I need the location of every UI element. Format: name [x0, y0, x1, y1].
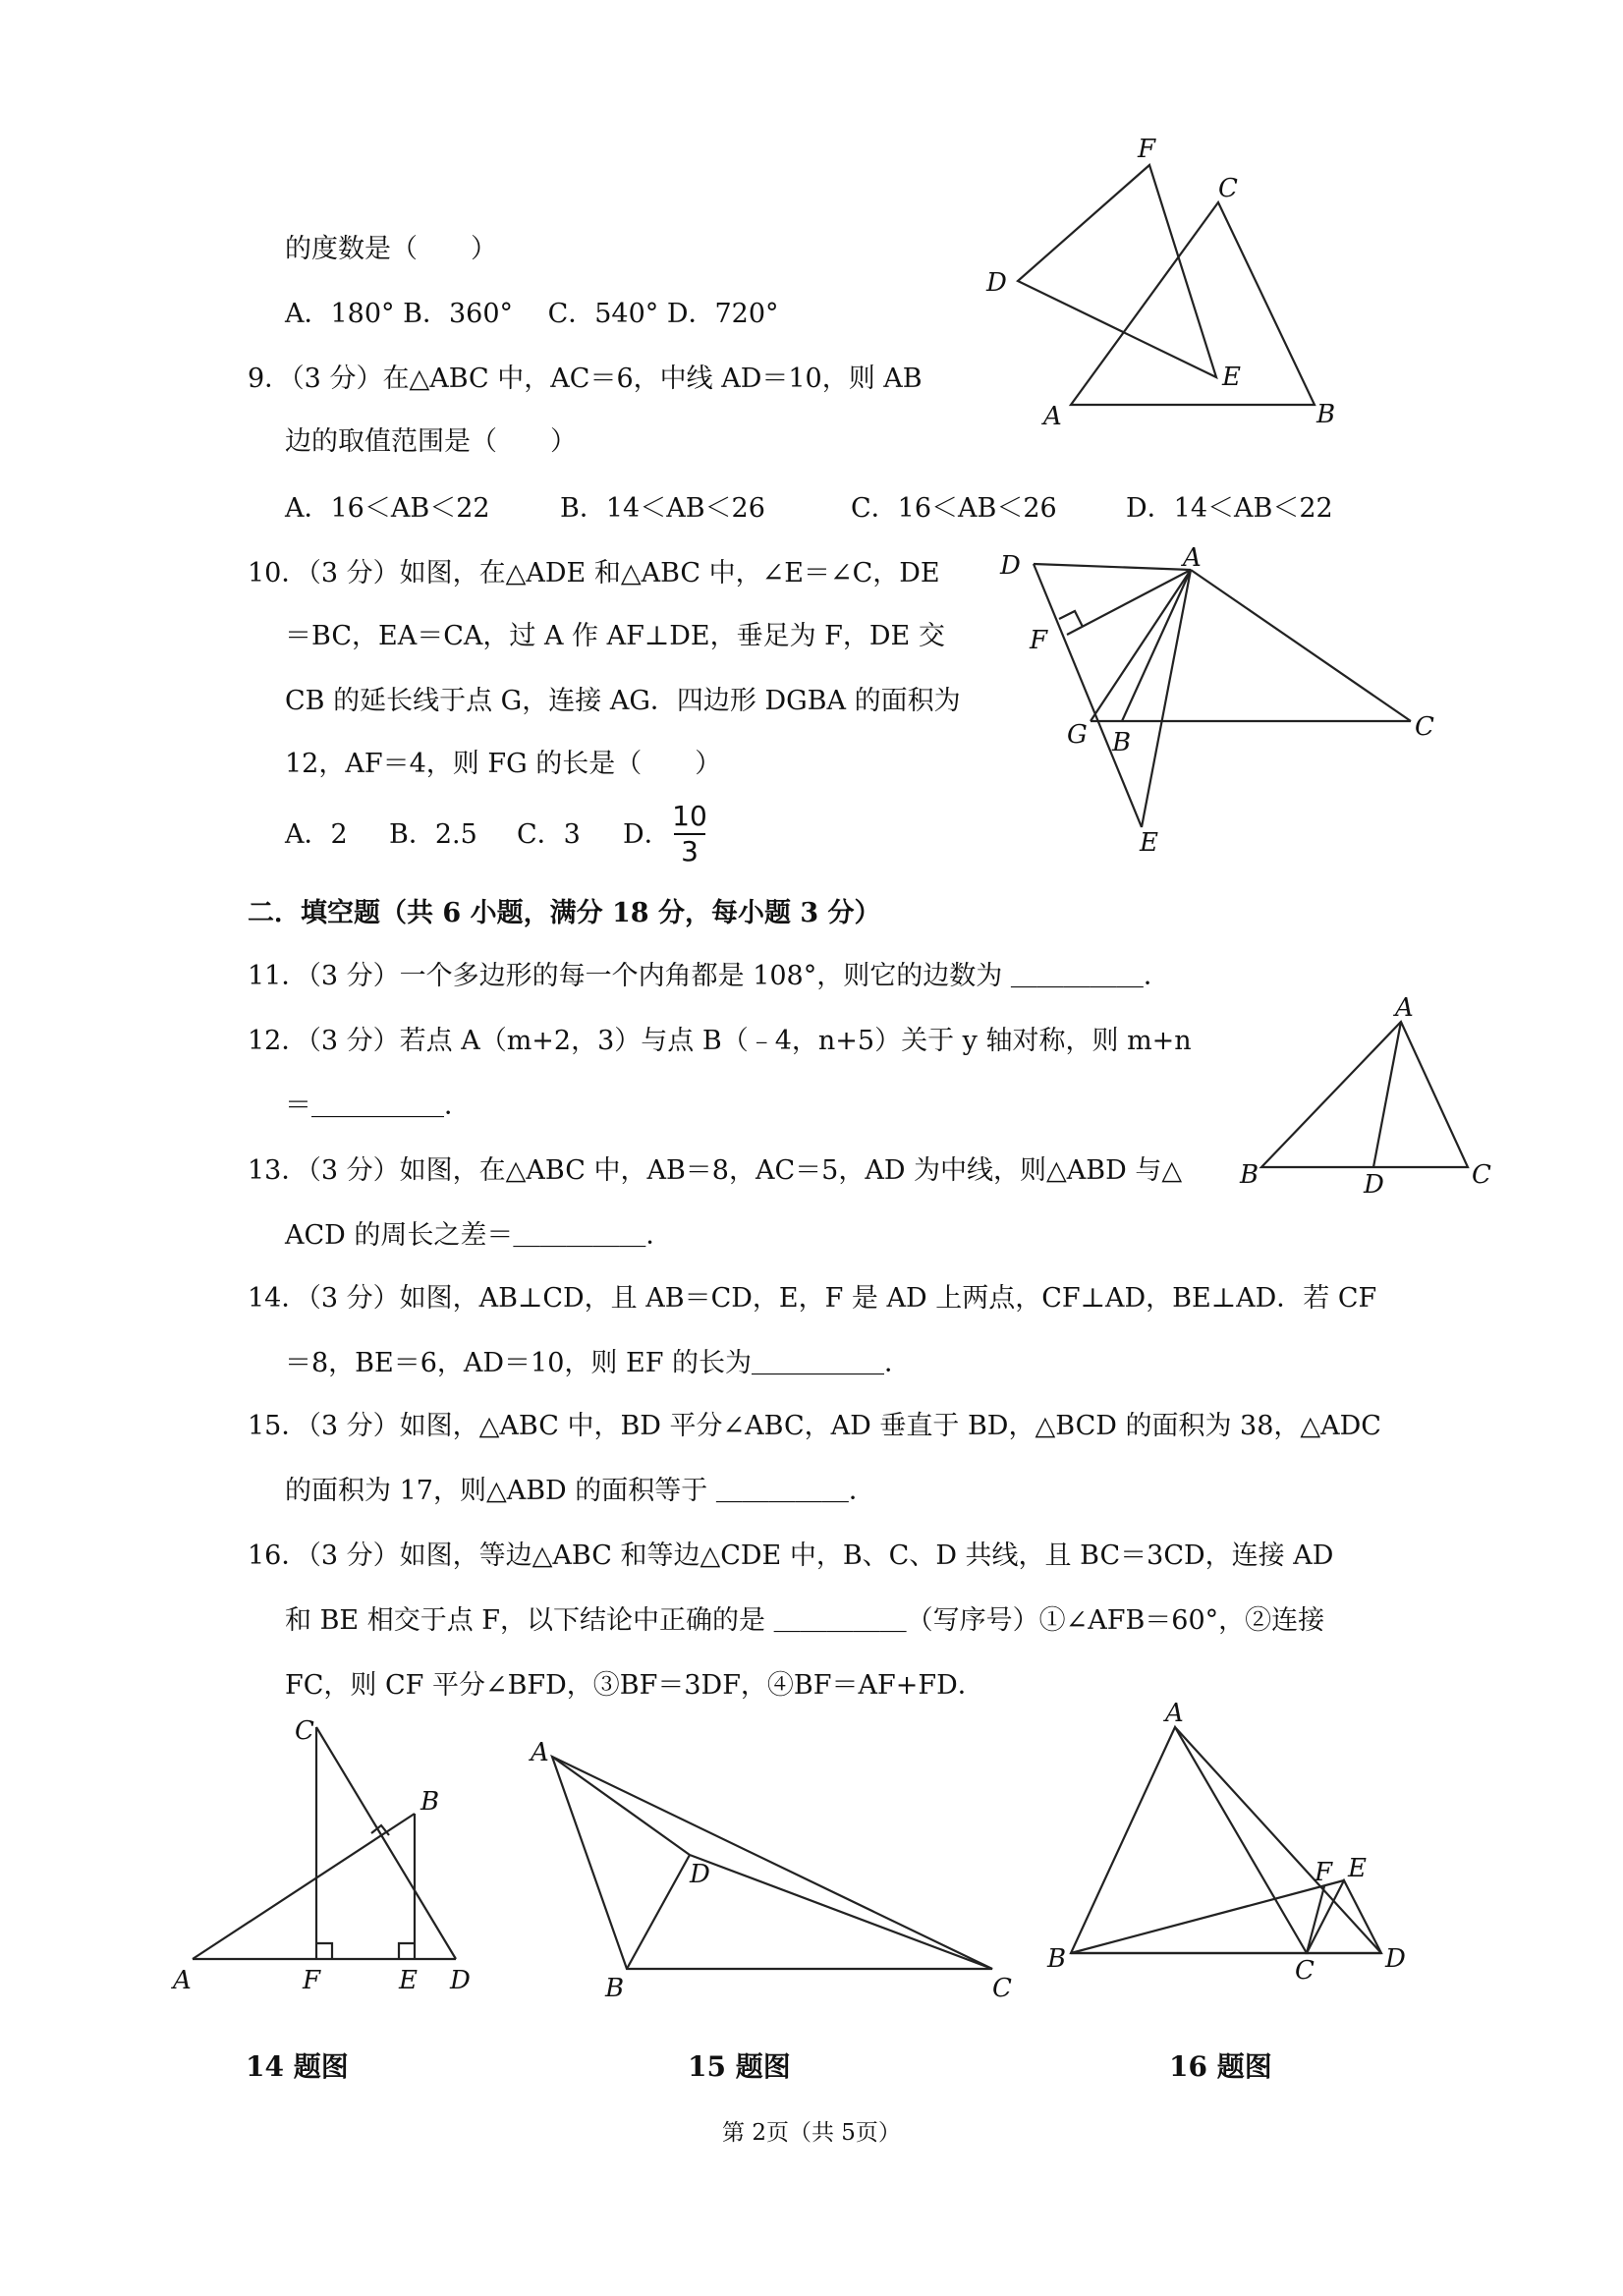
label-e: E — [399, 1966, 418, 1995]
q14-line1: 14．（3 分）如图，AB⊥CD，且 AB＝CD，E，F 是 AD 上两点，CF⊥AD，BE⊥AD．若 CF — [248, 1283, 1377, 1314]
label-c: C — [1295, 1956, 1315, 1986]
label-f: F — [1030, 626, 1048, 655]
q8-options: A．180° B．360° C．540° D．720° — [285, 299, 779, 329]
section-fill-in-title: 二．填空题（共 6 小题，满分 18 分，每小题 3 分） — [248, 898, 881, 928]
label-c: C — [992, 1974, 1012, 2003]
label-b: B — [1316, 400, 1336, 429]
caption-fig14: 14 题图 — [246, 2050, 349, 2083]
label-a: A — [531, 1738, 549, 1767]
label-c: C — [1415, 712, 1434, 742]
label-a: A — [173, 1966, 192, 1995]
label-a: A — [1043, 402, 1062, 431]
label-d: D — [986, 268, 1007, 298]
label-e: E — [1348, 1854, 1367, 1883]
label-b: B — [1240, 1160, 1259, 1190]
q9-option-b: B．14＜AB＜26 — [560, 493, 765, 524]
label-c: C — [1218, 174, 1238, 203]
label-d: D — [690, 1860, 710, 1889]
label-a: A — [1395, 993, 1414, 1023]
label-b: B — [1112, 728, 1132, 757]
segment-ad — [1175, 1727, 1381, 1953]
q9-option-c: C．16＜AB＜26 — [851, 493, 1057, 524]
label-d: D — [1000, 551, 1021, 581]
q16-line3: FC，则 CF 平分∠BFD，③BF＝3DF，④BF＝AF+FD． — [285, 1670, 984, 1701]
q9-line2: 边的取值范围是（ ） — [285, 426, 577, 457]
caption-fig16: 16 题图 — [1169, 2050, 1272, 2083]
label-d: D — [1385, 1944, 1406, 1974]
q12-line2: ＝＿＿＿＿＿． — [285, 1091, 471, 1121]
q10-line3: CB 的延长线于点 G，连接 AG．四边形 DGBA 的面积为 — [285, 686, 961, 716]
q10-option-b: B．2.5 — [389, 819, 477, 850]
q11: 11．（3 分）一个多边形的每一个内角都是 108°，则它的边数为 ＿＿＿＿＿． — [248, 961, 1170, 991]
page-footer: 第 2页（共 5页） — [722, 2120, 901, 2146]
label-d: D — [450, 1966, 471, 1995]
q9-option-d: D．14＜AB＜22 — [1126, 493, 1333, 524]
label-f: F — [1315, 1858, 1333, 1887]
label-a: A — [1165, 1699, 1184, 1728]
segment-cf — [1307, 1886, 1324, 1953]
label-e: E — [1140, 828, 1158, 858]
q10-line2: ＝BC，EA＝CA，过 A 作 AF⊥DE，垂足为 F，DE 交 — [285, 621, 945, 651]
q10-line1: 10．（3 分）如图，在△ADE 和△ABC 中，∠E＝∠C，DE — [248, 558, 940, 588]
label-f: F — [1138, 135, 1156, 164]
segment-be — [1071, 1880, 1344, 1953]
fraction-numerator: 10 — [672, 800, 707, 832]
q12-line1: 12．（3 分）若点 A（m+2，3）与点 B（﹣4，n+5）关于 y 轴对称，则 m+n — [248, 1026, 1192, 1056]
label-a: A — [1183, 543, 1202, 573]
q16-line1: 16．（3 分）如图，等边△ABC 和等边△CDE 中，B、C、D 共线，且 BC＝3CD，连接 AD — [248, 1540, 1334, 1571]
q13-line2: ACD 的周长之差＝＿＿＿＿＿． — [285, 1220, 673, 1251]
q14-line2: ＝8，BE＝6，AD＝10，则 EF 的长为＿＿＿＿＿． — [285, 1348, 912, 1378]
label-c: C — [1472, 1160, 1491, 1190]
label-d: D — [1364, 1170, 1384, 1200]
triangle-abc — [1071, 1727, 1307, 1953]
label-g: G — [1067, 720, 1088, 750]
label-c: C — [295, 1716, 314, 1746]
fraction-denominator: 3 — [681, 835, 699, 868]
q10-line4: 12，AF＝4，则 FG 的长是（ ） — [285, 749, 722, 779]
q16-line2: 和 BE 相交于点 F，以下结论中正确的是 ＿＿＿＿＿（写序号）①∠AFB＝60°，②连接 — [285, 1605, 1325, 1636]
label-f: F — [303, 1966, 321, 1995]
q9-line1: 9．（3 分）在△ABC 中，AC＝6，中线 AD＝10，则 AB — [248, 364, 923, 394]
label-b: B — [1047, 1944, 1067, 1974]
label-e: E — [1222, 363, 1241, 392]
q9-option-a: A．16＜AB＜22 — [285, 493, 490, 524]
q8-tail: 的度数是（ ） — [285, 234, 497, 264]
label-b: B — [605, 1974, 625, 2003]
q15-line2: 的面积为 17，则△ABD 的面积等于 ＿＿＿＿＿． — [285, 1476, 875, 1506]
caption-fig15: 15 题图 — [688, 2050, 791, 2083]
q10-option-a: A．2 — [285, 819, 348, 850]
q10-option-c: C．3 — [517, 819, 581, 850]
q13-line1: 13．（3 分）如图，在△ABC 中，AB＝8，AC＝5，AD 为中线，则△ABD 与△ — [248, 1155, 1183, 1186]
label-b: B — [420, 1787, 440, 1817]
q15-line1: 15．（3 分）如图，△ABC 中，BD 平分∠ABC，AD 垂直于 BD，△BCD 的面积为 38，△ADC — [248, 1411, 1381, 1441]
q10-option-d: D． — [623, 819, 671, 850]
